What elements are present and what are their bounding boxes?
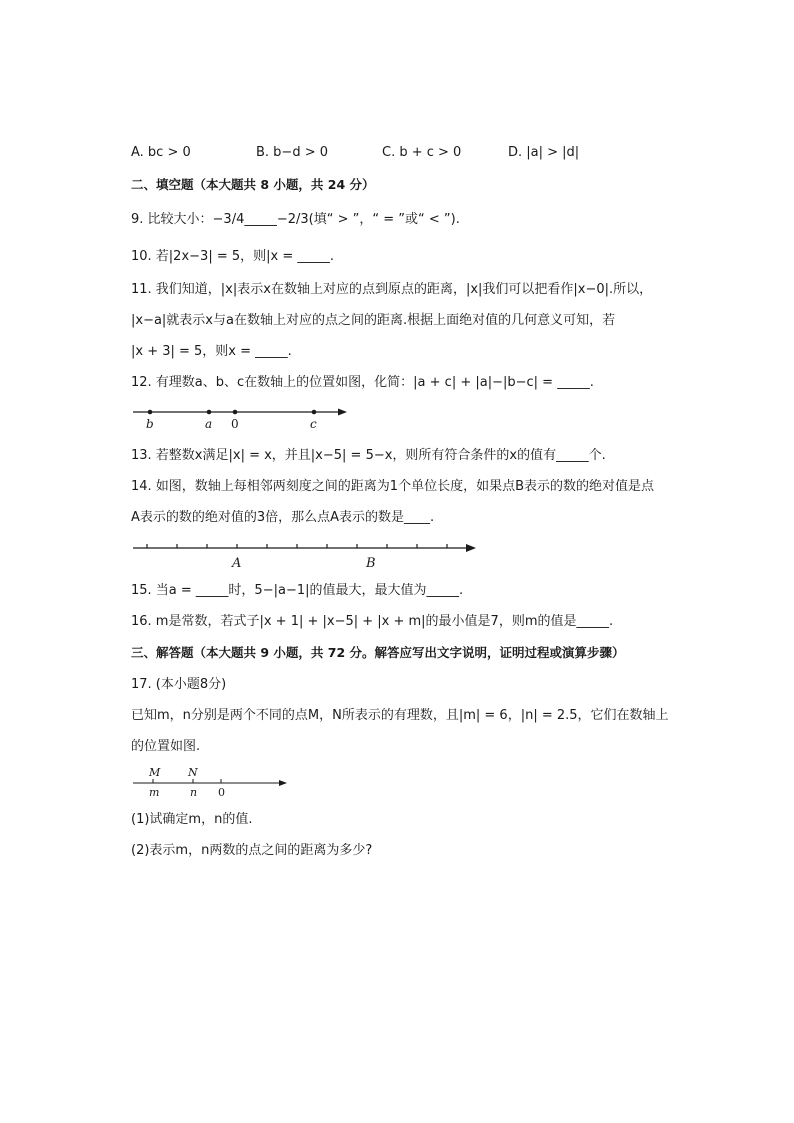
point-a	[207, 410, 212, 415]
option-d: D. |a| > |d|	[508, 145, 580, 160]
question-11-line2: |x−a|就表示x与a在数轴上对应的点之间的距离.根据上面绝对值的几何意义可知，若	[131, 313, 616, 328]
question-14-line2: A表示的数的绝对值的3倍，那么点A表示的数是____.	[131, 510, 435, 525]
question-11-line3: |x + 3| = 5，则x = _____.	[131, 344, 292, 359]
question-12: 12. 有理数a、b、c在数轴上的位置如图，化简：|a + c| + |a|−|b−c| = _____.	[131, 375, 594, 390]
question-13: 13. 若整数x满足|x| = x，并且|x−5| = 5−x，则所有符合条件的x的值有_____个.	[131, 448, 606, 463]
question-17-part1: (1)试确定m，n的值.	[131, 812, 253, 827]
axis-arrow	[338, 409, 347, 416]
q14-number-line	[131, 536, 481, 572]
question-17-line1: 已知m，n分别是两个不同的点M，N所表示的有理数，且|m| = 6，|n| = 2.5，它们在数轴上	[131, 708, 669, 723]
question-17-part2: (2)表示m，n两数的点之间的距离为多少?	[131, 843, 373, 858]
option-b: B. b−d > 0	[256, 145, 329, 160]
question-17-title: 17. (本小题8分)	[131, 677, 227, 692]
question-9: 9. 比较大小：−3/4_____−2/3(填“ > ”，“ = ”或“ < ”).	[131, 212, 460, 227]
axis-arrow	[466, 544, 476, 552]
label-zero: 0	[231, 417, 239, 431]
label-B: B	[366, 556, 376, 571]
question-15: 15. 当a = _____时，5−|a−1|的值最大，最大值为_____.	[131, 583, 464, 598]
option-a: A. bc > 0	[131, 145, 191, 160]
point-zero	[233, 410, 238, 415]
question-11-line1: 11. 我们知道，|x|表示x在数轴上对应的点到原点的距离，|x|我们可以把看作|x−0|.所以，	[131, 282, 653, 297]
label-a: a	[205, 417, 213, 431]
point-c	[312, 410, 317, 415]
section3-heading: 三、解答题（本大题共 9 小题，共 72 分。解答应写出文字说明，证明过程或演算步骤）	[131, 645, 625, 660]
label-n: n	[190, 786, 198, 799]
label-M: M	[149, 766, 161, 779]
option-c: C. b + c > 0	[382, 145, 462, 160]
label-zero: 0	[218, 786, 225, 799]
label-m: m	[149, 786, 160, 799]
axis-arrow	[279, 780, 287, 786]
ticks	[153, 779, 221, 783]
label-b: b	[146, 417, 154, 431]
question-14-line1: 14. 如图，数轴上每相邻两刻度之间的距离为1个单位长度，如果点B表示的数的绝对值是点	[131, 479, 654, 494]
q12-number-line	[131, 402, 351, 432]
q17-number-line	[131, 764, 291, 800]
question-10: 10. 若|2x−3| = 5，则|x = _____.	[131, 249, 334, 264]
question-17-line2: 的位置如图.	[131, 739, 201, 754]
question-16: 16. m是常数，若式子|x + 1| + |x−5| + |x + m|的最小值是7，则m的值是_____.	[131, 614, 614, 629]
section2-heading: 二、填空题（本大题共 8 小题，共 24 分）	[131, 177, 375, 192]
label-N: N	[188, 766, 198, 779]
point-b	[148, 410, 153, 415]
label-c: c	[310, 417, 317, 431]
label-A: A	[232, 556, 242, 571]
